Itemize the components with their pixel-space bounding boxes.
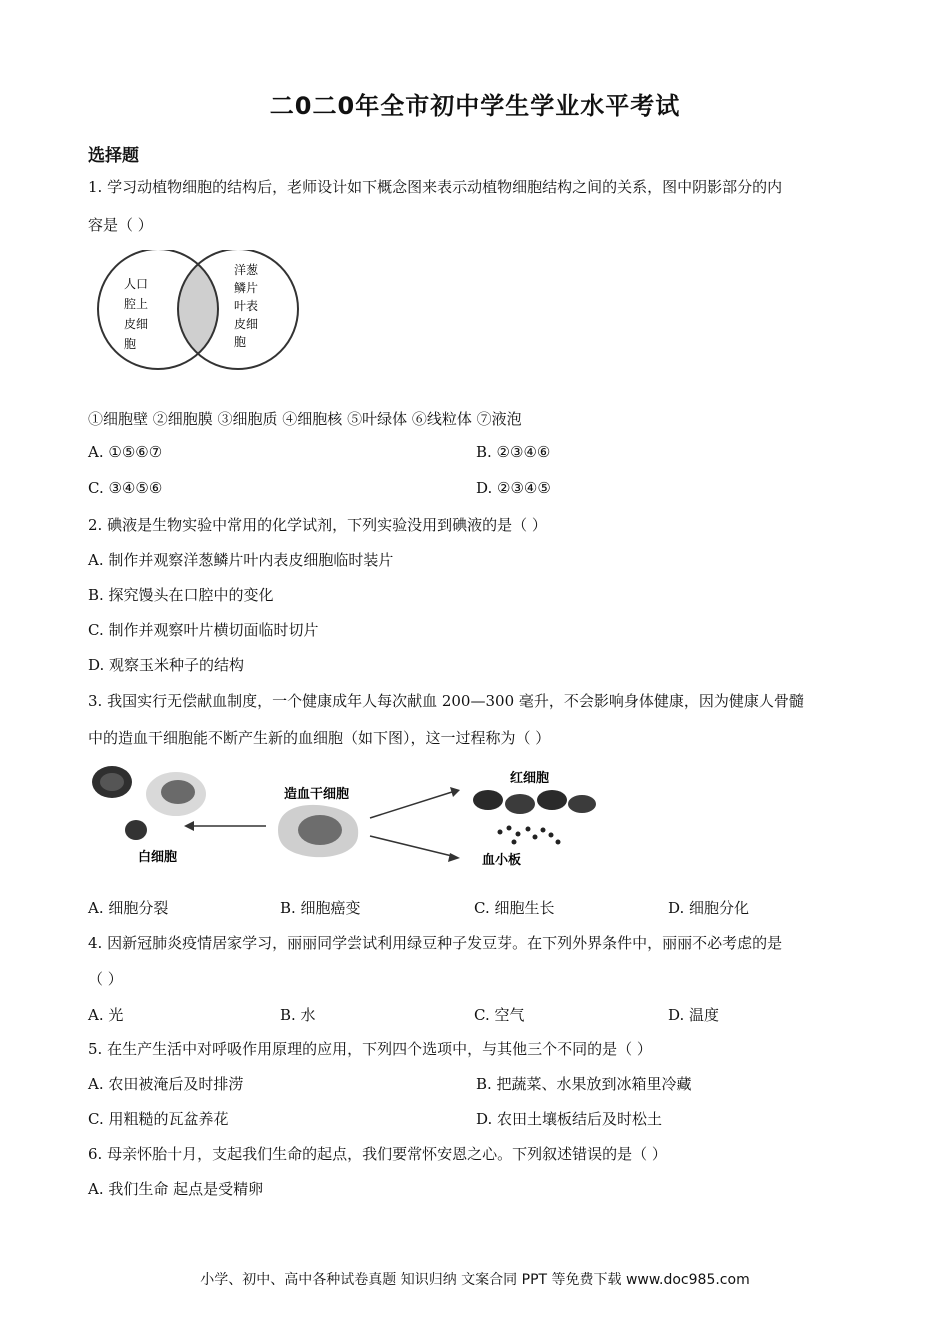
arrowhead-white <box>184 821 194 831</box>
venn-diagram <box>90 250 310 370</box>
q1-stem-line1: 1. 学习动植物细胞的结构后，老师设计如下概念图来表示动植物细胞结构之间的关系，图中阴影部分的内 <box>88 178 783 196</box>
venn-left-line3: 皮细 <box>124 317 149 331</box>
venn-right-line5: 胞 <box>234 335 247 349</box>
stem-cell-nucleus <box>298 815 342 845</box>
q5-stem: 5. 在生产生活中对呼吸作用原理的应用，下列四个选项中，与其他三个不同的是（ ） <box>88 1040 652 1058</box>
q4-option-c[interactable]: C. 空气 <box>474 1006 525 1024</box>
q3-stem-line2: 中的造血干细胞能不断产生新的血细胞（如下图），这一过程称为（ ） <box>88 729 551 747</box>
q4-option-d[interactable]: D. 温度 <box>668 1006 720 1024</box>
platelet <box>533 835 538 840</box>
section-heading: 选择题 <box>88 146 139 166</box>
white-cell-2-nucleus <box>161 780 195 804</box>
red-cell-4 <box>568 795 596 813</box>
q5-option-a[interactable]: A. 农田被淹后及时排涝 <box>88 1075 244 1093</box>
q1-stem-line2: 容是（ ） <box>88 216 153 234</box>
q3-option-a[interactable]: A. 细胞分裂 <box>88 899 169 917</box>
q5-option-d[interactable]: D. 农田土壤板结后及时松土 <box>476 1110 663 1128</box>
venn-right-line3: 叶表 <box>234 299 259 313</box>
q6-stem: 6. 母亲怀胎十月，支起我们生命的起点，我们要常怀安恩之心。下列叙述错误的是（ ） <box>88 1145 667 1163</box>
venn-right-line4: 皮细 <box>234 317 259 331</box>
q5-option-b[interactable]: B. 把蔬菜、水果放到冰箱里冷藏 <box>476 1075 692 1093</box>
q4-option-a[interactable]: A. 光 <box>88 1006 124 1024</box>
q3-options <box>88 897 868 917</box>
red-cell-2 <box>505 794 535 814</box>
platelet <box>526 827 531 832</box>
arrowhead-platelet <box>448 853 460 862</box>
white-cell-3 <box>125 820 147 840</box>
q2-stem: 2. 碘液是生物实验中常用的化学试剂，下列实验没用到碘液的是（ ） <box>88 516 547 534</box>
platelet <box>516 832 521 837</box>
venn-right-line1: 洋葱 <box>234 263 259 277</box>
label-red-cell: 红细胞 <box>510 771 550 786</box>
q2-option-c[interactable]: C. 制作并观察叶片横切面临时切片 <box>88 621 319 639</box>
q1-items: ①细胞壁 ②细胞膜 ③细胞质 ④细胞核 ⑤叶绿体 ⑥线粒体 ⑦液泡 <box>88 410 522 428</box>
arrowhead-red <box>450 787 460 797</box>
q1-option-c[interactable]: C. ③④⑤⑥ <box>88 479 163 497</box>
label-stem-cell: 造血干细胞 <box>284 787 350 802</box>
q3-option-d[interactable]: D. 细胞分化 <box>668 899 750 917</box>
q5-option-c[interactable]: C. 用粗糙的瓦盆养花 <box>88 1110 229 1128</box>
q4-option-b[interactable]: B. 水 <box>280 1006 316 1024</box>
venn-right-line2: 鳞片 <box>234 281 259 295</box>
white-cell-1-nucleus <box>100 773 124 791</box>
q4-stem-line2: （ ） <box>88 970 123 988</box>
arrow-to-red <box>370 792 452 818</box>
platelet <box>512 840 517 845</box>
blood-cell-diagram <box>88 760 608 872</box>
q1-option-b[interactable]: B. ②③④⑥ <box>476 443 551 461</box>
q3-option-b[interactable]: B. 细胞癌变 <box>280 899 361 917</box>
venn-left-line4: 胞 <box>124 337 137 351</box>
venn-left-line1: 人口 <box>124 277 149 291</box>
platelet <box>556 840 561 845</box>
red-cell-1 <box>473 790 503 810</box>
label-platelet: 血小板 <box>482 853 522 868</box>
page-footer: 小学、初中、高中各种试卷真题 知识归纳 文案合同 PPT 等免费下载 www.doc985.com <box>200 1272 750 1288</box>
platelet <box>507 826 512 831</box>
q2-option-a[interactable]: A. 制作并观察洋葱鳞片叶内表皮细胞临时装片 <box>88 551 394 569</box>
q1-option-a[interactable]: A. ①⑤⑥⑦ <box>88 443 163 461</box>
q6-option-a[interactable]: A. 我们生命 起点是受精卵 <box>88 1180 264 1198</box>
q3-option-c[interactable]: C. 细胞生长 <box>474 899 555 917</box>
page-title: 二0二0年全市初中学生学业水平考试 <box>269 92 681 120</box>
platelet <box>549 833 554 838</box>
arrow-to-platelet <box>370 836 452 856</box>
q4-stem-line1: 4. 因新冠肺炎疫情居家学习，丽丽同学尝试利用绿豆种子发豆芽。在下列外界条件中，丽丽不必考虑的是 <box>88 934 783 952</box>
q2-option-b[interactable]: B. 探究馒头在口腔中的变化 <box>88 586 274 604</box>
q2-option-d[interactable]: D. 观察玉米种子的结构 <box>88 656 245 674</box>
q3-stem-line1: 3. 我国实行无偿献血制度，一个健康成年人每次献血 200—300 毫升，不会影响身体健康，因为健康人骨髓 <box>88 692 804 710</box>
red-cell-3 <box>537 790 567 810</box>
platelet <box>498 830 503 835</box>
platelet <box>541 828 546 833</box>
venn-left-line2: 腔上 <box>124 297 149 311</box>
q4-options <box>88 1004 868 1024</box>
q1-option-d[interactable]: D. ②③④⑤ <box>476 479 551 497</box>
label-white-cell: 白细胞 <box>138 850 178 865</box>
